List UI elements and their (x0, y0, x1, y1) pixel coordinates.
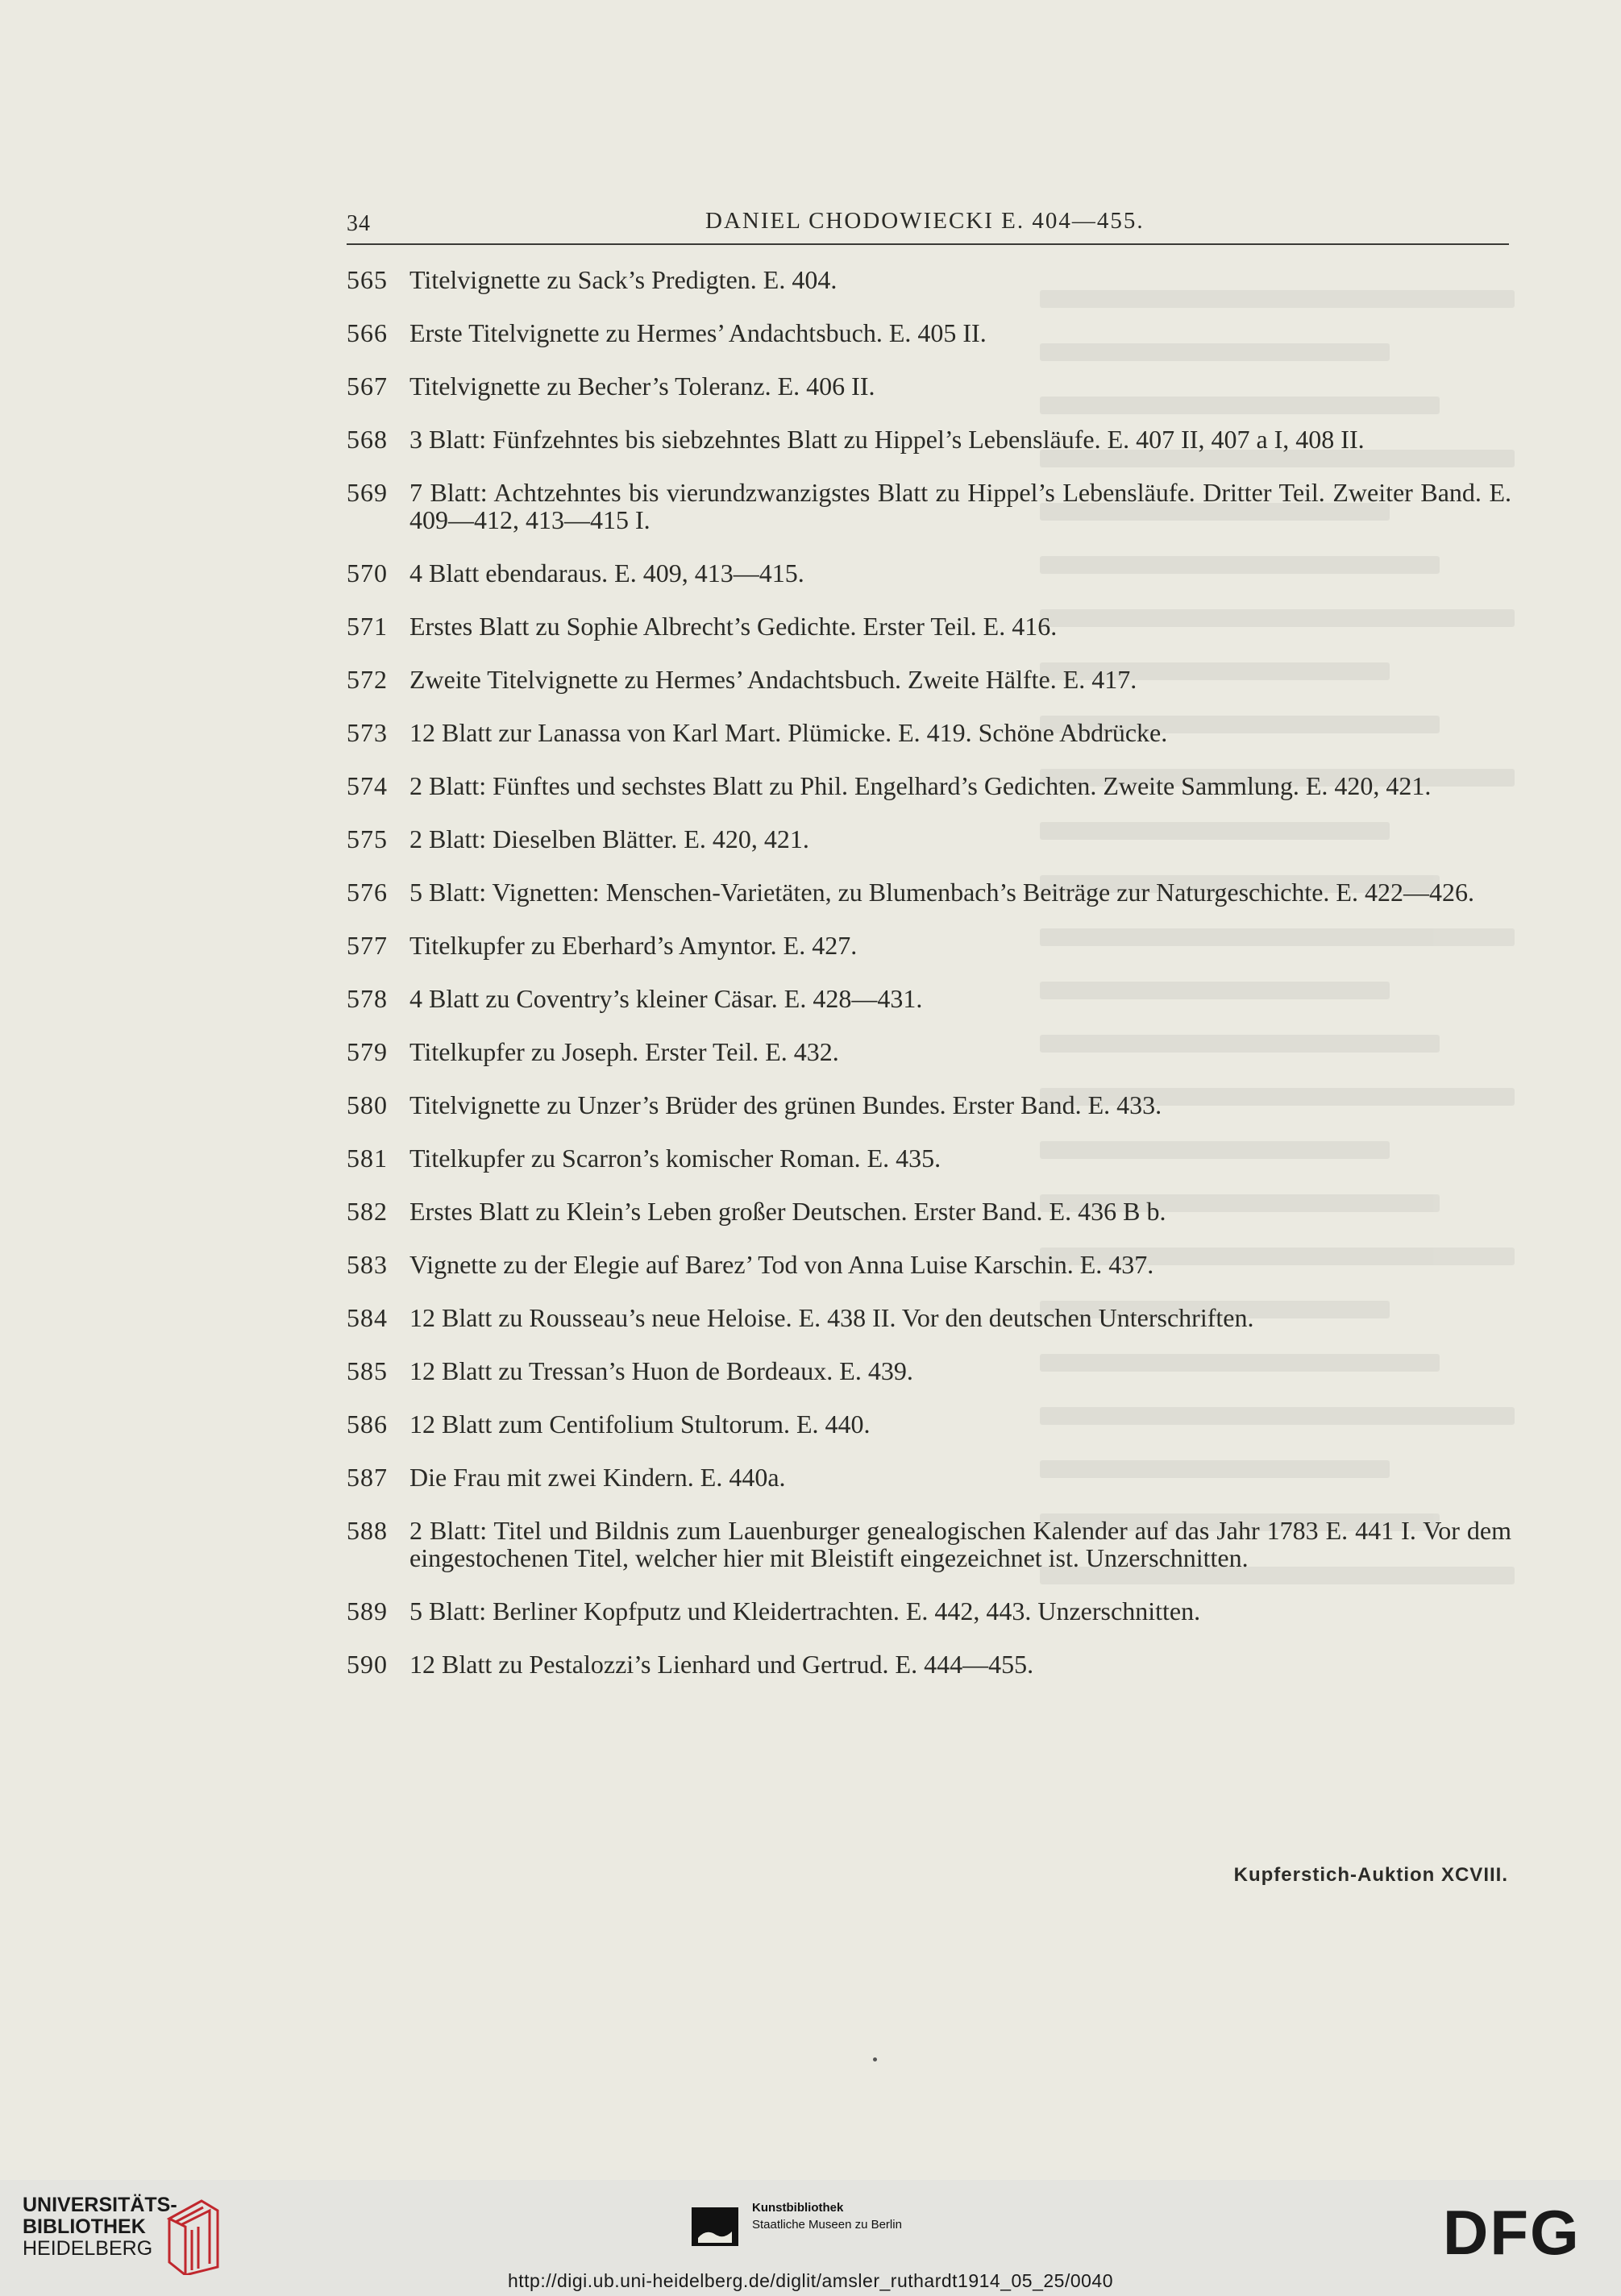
catalogue-entry (347, 426, 1511, 453)
catalogue-entry (347, 1144, 1511, 1172)
catalogue-entry (347, 559, 1511, 587)
eagle-icon (692, 2207, 738, 2250)
lot-number: 585 (347, 1356, 388, 1385)
lot-description: 4 Blatt zu Coventry’s kleiner Cäsar. E. 428—431. (409, 984, 923, 1013)
catalogue-entry (347, 372, 1511, 400)
specks (873, 2057, 877, 2061)
catalogue-entry (347, 985, 1511, 1012)
catalogue-entry (347, 1304, 1511, 1331)
lot-number: 574 (347, 771, 388, 800)
university-library-logo[interactable] (23, 2194, 177, 2260)
lot-description: Titelkupfer zu Eberhard’s Amyntor. E. 427. (409, 931, 858, 960)
lot-number: 569 (347, 478, 388, 507)
catalogue-entry (347, 319, 1511, 347)
catalogue-entry (347, 1517, 1511, 1571)
catalogue-entry (347, 1597, 1511, 1625)
catalogue-note: Kupferstich-Auktion XCVIII. (1233, 1864, 1508, 1886)
catalogue-entry (347, 1357, 1511, 1385)
lot-description: 4 Blatt ebendaraus. E. 409, 413—415. (409, 558, 804, 587)
lot-number: 567 (347, 372, 388, 401)
page-number: 34 (347, 211, 371, 236)
lot-description: Titelvignette zu Sack’s Predigten. E. 404. (409, 265, 838, 294)
catalogue-entry (347, 612, 1511, 640)
lot-description: 3 Blatt: Fünfzehntes bis siebzehntes Blatt zu Hippel’s Lebensläufe. E. 407 II, 407 a I, 408 II. (409, 425, 1365, 454)
lot-description: 2 Blatt: Fünftes und sechstes Blatt zu Phil. Engelhard’s Gedichten. Zweite Sammlung. E. 420, 421. (409, 771, 1432, 800)
lot-description: 5 Blatt: Vignetten: Menschen-Varietäten, zu Blumenbach’s Beiträge zur Naturgeschichte. E. 422—426. (409, 878, 1474, 907)
catalogue-entry (347, 479, 1511, 534)
running-title: DANIEL CHODOWIECKI E. 404—455. (705, 208, 1145, 234)
lot-description: Erstes Blatt zu Klein’s Leben großer Deutschen. Erster Band. E. 436 B b. (409, 1197, 1166, 1226)
permalink-url[interactable]: http://digi.ub.uni-heidelberg.de/diglit/amsler_ruthardt1914_05_25/0040 (507, 2270, 1114, 2291)
lot-number: 578 (347, 984, 388, 1013)
header-rule (347, 243, 1509, 245)
catalogue-entry (347, 1251, 1511, 1278)
lot-description: 2 Blatt: Dieselben Blätter. E. 420, 421. (409, 824, 809, 853)
catalogue-entry (347, 878, 1511, 906)
lot-description: Erste Titelvignette zu Hermes’ Andachtsbuch. E. 405 II. (409, 318, 987, 347)
lot-number: 588 (347, 1516, 388, 1545)
lot-description: Titelkupfer zu Joseph. Erster Teil. E. 432. (409, 1037, 839, 1066)
university-line-3: HEIDELBERG (23, 2237, 153, 2260)
lot-number: 587 (347, 1463, 388, 1492)
lot-number: 581 (347, 1144, 388, 1173)
kunstbibliothek-subtitle: Staatliche Museen zu Berlin (752, 2218, 902, 2232)
lot-number: 577 (347, 931, 388, 960)
lot-number: 576 (347, 878, 388, 907)
lot-number: 582 (347, 1197, 388, 1226)
catalogue-entry (347, 1650, 1511, 1678)
lot-number: 571 (347, 612, 388, 641)
lot-description: 12 Blatt zum Centifolium Stultorum. E. 440. (409, 1410, 871, 1439)
lot-description: Die Frau mit zwei Kindern. E. 440a. (409, 1463, 786, 1492)
lot-description: Vignette zu der Elegie auf Barez’ Tod von Anna Luise Karschin. E. 437. (409, 1250, 1154, 1279)
catalogue-entry (347, 1038, 1511, 1065)
catalogue-entry (347, 772, 1511, 799)
catalogue-entries (347, 266, 1511, 1704)
university-line-1: UNIVERSITÄTS- (23, 2194, 177, 2216)
lot-description: Erstes Blatt zu Sophie Albrecht’s Gedichte. Erster Teil. E. 416. (409, 612, 1058, 641)
lot-description: Titelvignette zu Unzer’s Brüder des grünen Bundes. Erster Band. E. 433. (409, 1090, 1162, 1119)
lot-number: 579 (347, 1037, 388, 1066)
lot-number: 575 (347, 824, 388, 853)
kunstbibliothek-name: Kunstbibliothek (752, 2201, 844, 2215)
footer-bar (0, 2180, 1621, 2296)
page-header (347, 208, 1507, 248)
catalogue-entry (347, 1091, 1511, 1119)
catalogue-entry (347, 266, 1511, 293)
lot-number: 566 (347, 318, 388, 347)
lot-description: Titelkupfer zu Scarron’s komischer Roman. E. 435. (409, 1144, 941, 1173)
lot-number: 586 (347, 1410, 388, 1439)
lot-description: 5 Blatt: Berliner Kopfputz und Kleidertrachten. E. 442, 443. Unzerschnitten. (409, 1596, 1201, 1625)
catalogue-entry (347, 719, 1511, 746)
university-emblem-icon (161, 2194, 226, 2279)
lot-number: 584 (347, 1303, 388, 1332)
lot-description: 7 Blatt: Achtzehntes bis vierundzwanzigstes Blatt zu Hippel’s Lebensläufe. Dritter Teil. Zweiter Band. E. 409—412, 413—415 I. (409, 478, 1511, 534)
catalogue-entry (347, 1464, 1511, 1491)
catalogue-entry (347, 1410, 1511, 1438)
lot-description: 12 Blatt zu Pestalozzi’s Lienhard und Gertrud. E. 444—455. (409, 1650, 1034, 1679)
lot-number: 580 (347, 1090, 388, 1119)
lot-description: 12 Blatt zur Lanassa von Karl Mart. Plümicke. E. 419. Schöne Abdrücke. (409, 718, 1168, 747)
dfg-logo-text: DFG (1443, 2204, 1581, 2268)
lot-number: 568 (347, 425, 388, 454)
lot-description: 2 Blatt: Titel und Bildnis zum Lauenburger genealogischen Kalender auf das Jahr 1783 E. 441 I. Vor dem eingestochenen Titel, welcher hier mit Bleistift eingezeichnet ist. Unzerschnitten. (409, 1516, 1511, 1572)
catalogue-entry (347, 825, 1511, 853)
lot-description: Zweite Titelvignette zu Hermes’ Andachtsbuch. Zweite Hälfte. E. 417. (409, 665, 1137, 694)
university-line-2: BIBLIOTHEK (23, 2215, 146, 2238)
dfg-logo[interactable] (1443, 2204, 1604, 2273)
catalogue-entry (347, 932, 1511, 959)
lot-number: 573 (347, 718, 388, 747)
lot-number: 572 (347, 665, 388, 694)
lot-number: 583 (347, 1250, 388, 1279)
lot-description: 12 Blatt zu Rousseau’s neue Heloise. E. 438 II. Vor den deutschen Unterschriften. (409, 1303, 1254, 1332)
catalogue-entry (347, 1198, 1511, 1225)
lot-number: 590 (347, 1650, 388, 1679)
catalogue-entry (347, 666, 1511, 693)
lot-number: 570 (347, 558, 388, 587)
lot-number: 565 (347, 265, 388, 294)
lot-description: 12 Blatt zu Tressan’s Huon de Bordeaux. E. 439. (409, 1356, 913, 1385)
lot-description: Titelvignette zu Becher’s Toleranz. E. 406 II. (409, 372, 875, 401)
lot-number: 589 (347, 1596, 388, 1625)
